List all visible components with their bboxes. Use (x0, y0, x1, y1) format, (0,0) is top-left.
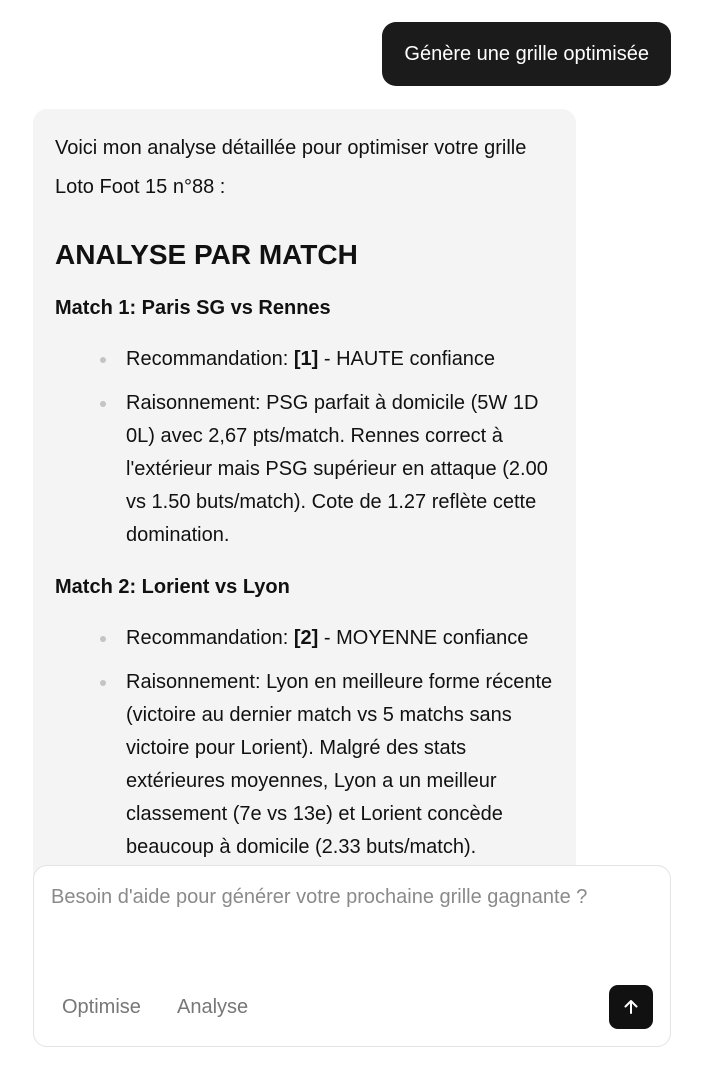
assistant-intro-line-1: Voici mon analyse détaillée pour optimiser votre grille (55, 137, 527, 159)
reasoning-item (126, 666, 554, 864)
recommendation-label: Recommandation: (126, 627, 294, 649)
recommendation-value: [2] (293, 627, 319, 649)
recommendation-confidence: - HAUTE confiance (318, 348, 496, 370)
reasoning-text: Raisonnement: Lyon en meilleure forme récente (victoire au dernier match vs 5 matchs sans victoire pour Lorient). Malgré des stats extérieures moyennes, Lyon a un meilleur classement (7e vs 13e) et Lorient concède beaucoup à domicile (2.33 buts/match). (126, 671, 553, 858)
section-title: ANALYSE PAR MATCH (55, 239, 358, 270)
analyse-chip-button[interactable]: Analyse (177, 996, 249, 1018)
user-message-row (382, 22, 671, 86)
optimise-chip-button[interactable]: Optimise (62, 996, 141, 1018)
bullet-dot (100, 401, 106, 407)
match-bullet-list (55, 622, 554, 864)
user-message-bubble: Génère une grille optimisée (382, 22, 671, 86)
recommendation-value: [1] (293, 348, 319, 370)
reasoning-item (126, 387, 554, 552)
recommendation-item (126, 343, 554, 376)
message-input[interactable]: Besoin d'aide pour générer votre prochaine grille gagnante ? (51, 886, 588, 908)
recommendation-label: Recommandation: (126, 348, 294, 370)
bullet-dot (100, 636, 106, 642)
assistant-message-bubble (33, 109, 576, 909)
match-title: Match 1: Paris SG vs Rennes (55, 297, 331, 319)
bullet-dot (100, 357, 106, 363)
recommendation-item (126, 622, 554, 655)
message-composer (33, 865, 671, 1047)
match-bullet-list (55, 343, 554, 552)
send-button[interactable] (609, 985, 653, 1029)
recommendation-confidence: - MOYENNE confiance (318, 627, 529, 649)
assistant-intro-line-2: Loto Foot 15 n°88 : (55, 176, 226, 198)
bullet-dot (100, 680, 106, 686)
match-title: Match 2: Lorient vs Lyon (55, 576, 290, 598)
reasoning-text: Raisonnement: PSG parfait à domicile (5W 1D 0L) avec 2,67 pts/match. Rennes correct à l'extérieur mais PSG supérieur en attaque (2.00 vs 1.50 buts/match). Cote de 1.27 reflète cette domination. (126, 392, 548, 546)
arrow-up-icon (621, 997, 641, 1017)
